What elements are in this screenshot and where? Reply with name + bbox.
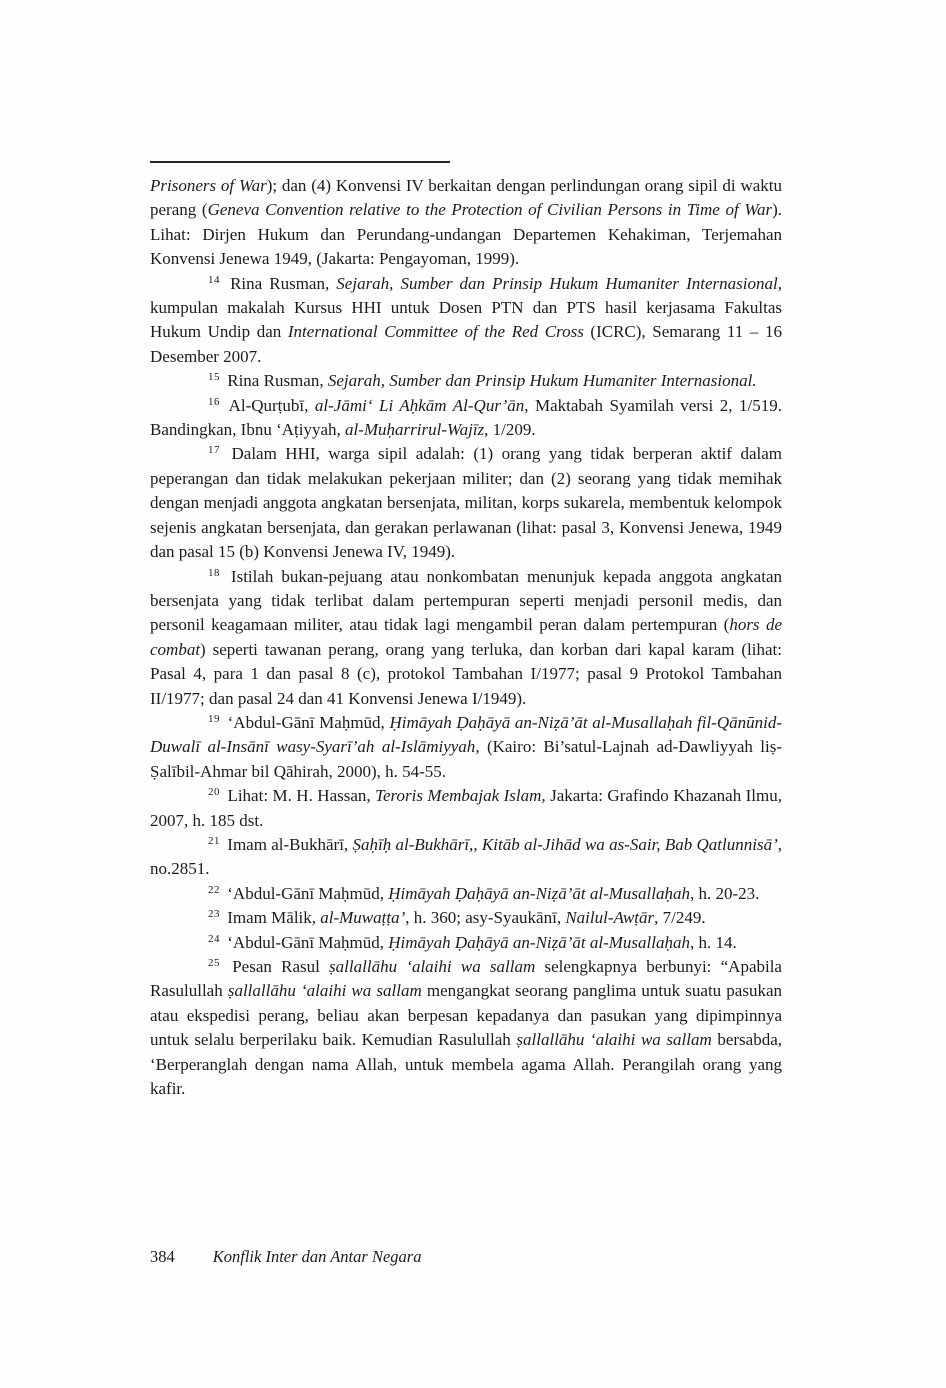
footnote-number: 19 <box>208 712 220 725</box>
italic-text-run: Ḥimāyah Ḍaḥāyā an-Niẓā’āt al-Musallaḥah fil-Qānūnid-Duwalī al-Insānī wasy-Syarī’ah al-Islāmiyyah <box>150 712 782 757</box>
text-run: , h. 20-23. <box>690 883 760 903</box>
text-run: (ICRC), Semarang 11 – 16 Desember 2007. <box>150 322 782 366</box>
text-run: ) seperti tawanan perang, orang yang terluka, dan korban dari kapal karam (lihat: Pasal 4, para 1 dan pasal 8 (c), protokol Tambahan I/1977; pasal 9 Protokol Tambahan II/1977; dan pasal 24 dan 41 Konvensi Jenewa I/1949). <box>150 639 782 708</box>
footnote-number: 14 <box>208 273 220 286</box>
italic-text-run: Sejarah, Sumber dan Prinsip Hukum Humaniter Internasional. <box>327 371 757 391</box>
page-footer <box>150 1246 782 1268</box>
footnote-number: 24 <box>208 932 220 945</box>
running-title: Konflik Inter dan Antar Negara <box>212 1247 422 1266</box>
footnote-number: 21 <box>208 834 220 847</box>
footnote-19 <box>150 711 782 784</box>
italic-text-run: Ṣaḥīḥ al-Bukhārī,, Kitāb al-Jihād wa as-Sair, Bab Qatlunnisā’ <box>352 834 778 854</box>
italic-text-run: ṣallallāhu ‘alaihi wa sallam <box>329 957 536 976</box>
italic-text-run: Sejarah, Sumber dan Prinsip Hukum Humaniter Internasional <box>336 273 778 293</box>
text-run: mengangkat seorang panglima untuk suatu pasukan atau ekspedisi perang, beliau akan berpesan kepadanya dan pasukan yang dipimpinnya untuk selalu berperilaku baik. Kemudian Rasulullah <box>150 981 782 1050</box>
italic-text-run: Ḥimāyah Ḍaḥāyā an-Niẓā’āt al-Musallaḥah <box>388 932 690 952</box>
text-run: ‘Abdul-Gānī Maḥmūd, <box>223 883 389 903</box>
footnote-number: 17 <box>208 444 220 457</box>
text-run: Lihat: M. H. Hassan, <box>223 786 376 806</box>
italic-text-run: al-Muḥarrirul-Wajīz <box>345 420 485 440</box>
text-run: ); dan (4) Konvensi IV berkaitan dengan perlindungan orang sipil di waktu perang ( <box>150 176 782 220</box>
footnote-18 <box>150 565 782 711</box>
italic-text-run: Prisoners of War <box>150 176 267 195</box>
text-run: Pesan Rasul <box>223 957 330 976</box>
footnote-number: 16 <box>208 395 220 408</box>
text-run: , Jakarta: Grafindo Khazanah Ilmu, 2007, h. 185 dst. <box>150 786 782 830</box>
italic-text-run: al-Muwaṭṭa’ <box>320 908 406 928</box>
page-number: 384 <box>150 1247 175 1266</box>
footnote-17 <box>150 442 782 564</box>
text-run: Rina Rusman, <box>223 273 337 293</box>
text-run: , 7/249. <box>654 908 706 928</box>
text-run: Rina Rusman, <box>223 371 328 391</box>
footnote-block <box>150 174 782 1101</box>
text-run: , h. 360; asy-Syaukānī, <box>405 908 566 928</box>
text-run: , h. 14. <box>690 932 737 952</box>
footnote-number: 18 <box>208 566 220 579</box>
footnote-25 <box>150 955 782 1101</box>
footnote-13-continuation <box>150 174 782 272</box>
text-run: Imam Mālik, <box>223 908 321 928</box>
text-run: selengkapnya berbunyi: “Apabila Rasulullah <box>150 957 782 1001</box>
text-run: Imam al-Bukhārī, <box>223 834 353 854</box>
italic-text-run: Geneva Convention relative to the Protection of Civilian Persons in Time of War <box>207 200 773 220</box>
footnote-section <box>150 161 782 1101</box>
text-run: bersabda, ‘Berperanglah dengan nama Allah, untuk membela agama Allah. Perangilah orang yang kafir. <box>150 1030 782 1099</box>
text-run: , no.2851. <box>150 834 782 879</box>
footnote-23 <box>150 906 782 930</box>
footnote-22 <box>150 882 782 906</box>
footnote-21 <box>150 833 782 882</box>
footnote-number: 15 <box>208 371 220 384</box>
footnote-20 <box>150 784 782 833</box>
footnote-number: 22 <box>208 883 220 896</box>
footnote-number: 20 <box>208 786 220 799</box>
text-run: , Maktabah Syamilah versi 2, 1/519. Bandingkan, Ibnu ‘Aṭiyyah, <box>150 395 782 440</box>
footnote-number: 23 <box>208 908 220 921</box>
text-run: ‘Abdul-Gānī Maḥmūd, <box>223 932 389 952</box>
italic-text-run: Nailul-Awṭār <box>565 908 655 928</box>
italic-text-run: Teroris Membajak Islam <box>375 786 542 806</box>
footnote-14 <box>150 272 782 370</box>
italic-text-run: ṣallallāhu ‘alaihi wa sallam <box>516 1030 712 1050</box>
text-run: ). Lihat: Dirjen Hukum dan Perundang-undangan Departemen Kehakiman, Terjemahan Konvensi Jenewa 1949, (Jakarta: Pengayoman, 1999). <box>150 200 783 269</box>
text-run: Al-Qurṭubī, <box>223 395 315 415</box>
text-run: Istilah bukan-pejuang atau nonkombatan menunjuk kepada anggota angkatan bersenjata yang tidak terlibat dalam pertempuran seperti menjadi personil medis, dan personil keagamaan militer, atau tidak lagi mengambil peran dalam pertempuran ( <box>150 566 782 635</box>
footnote-15 <box>150 369 782 393</box>
text-run: Dalam HHI, warga sipil adalah: (1) orang yang tidak berperan aktif dalam peperangan dan tidak melakukan pekerjaan militer; dan (2) seorang yang tidak memihak dengan menjadi anggota angkatan bersenjata, militan, korps sukarela, membentuk kelompok sejenis angkatan bersenjata, dan gerakan perlawanan (lihat: pasal 3, Konvensi Jenewa, 1949 dan pasal 15 (b) Konvensi Jenewa IV, 1949). <box>150 444 782 562</box>
footnote-number: 25 <box>208 957 220 969</box>
footnote-separator-rule <box>150 161 450 163</box>
footnote-16 <box>150 394 782 443</box>
italic-text-run: International Committee of the Red Cross <box>287 322 584 342</box>
italic-text-run: Ḥimāyah Ḍaḥāyā an-Niẓā’āt al-Musallaḥah <box>388 883 690 903</box>
italic-text-run: ṣallallāhu ‘alaihi wa sallam <box>227 981 422 1001</box>
italic-text-run: hors de combat <box>150 615 782 659</box>
italic-text-run: al-Jāmi‘ Li Aḥkām Al-Qur’ān <box>314 395 525 415</box>
text-run: , (Kairo: Bi’satul-Lajnah ad-Dawliyyah liṣ-Ṣalībil-Ahmar bil Qāhirah, 2000), h. 54-55. <box>150 737 782 781</box>
text-run: , 1/209. <box>484 420 536 440</box>
text-run: ‘Abdul-Gānī Maḥmūd, <box>223 712 390 732</box>
text-run: , kumpulan makalah Kursus HHI untuk Dosen PTN dan PTS hasil kerjasama Fakultas Hukum Undip dan <box>150 273 782 342</box>
footnote-24 <box>150 931 782 955</box>
